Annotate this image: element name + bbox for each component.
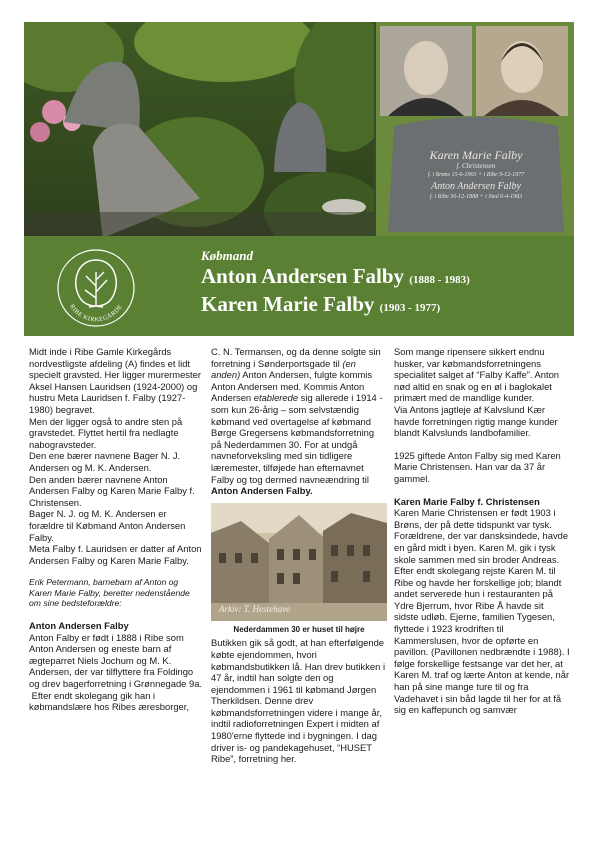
paragraph: Den ene bærer navnene Bager N. J. Andersen og M. K. Andersen. (29, 450, 181, 473)
text-run: C. N. Termansen, og da denne solgte sin forretning i Sønderportsgade til (211, 346, 381, 369)
street-illustration (211, 503, 387, 621)
name-anton: Anton Andersen Falby (201, 264, 405, 288)
paragraph: Efter endt skolegang gik han i købmandslære hos Ribes æresborger, (29, 689, 189, 713)
text-run: Anton Andersen, fulgte kommis Anton Andersen med. Kommis Anton Andersen (211, 369, 373, 404)
paragraph: Butikken gik så godt, at han efterfølgende købte ejendommen, hvori købmandsbutikken lå. Han drev butikken i 47 år, indtil han solgte den og ejendommen i 1961 til købmand Jørgen Therkildsen. Denne drev købmandsforretningen videre i mange år, indtil radioforretningen Expert i midten af 1980'erne flyttede ind i bygningen. I dag driver is- og pandekagehuset, “HUSET Ribe”, forretning her. (211, 637, 386, 765)
ribe-kirkegaarde-logo (56, 246, 136, 330)
paragraph: Anton Falby er født i 1888 i Ribe som Anton Andersen og eneste barn af ægteparret Niels Jochum og M. K. Andersen, der var tilflyttere fra Foldingo og drev bagerforretning i Grønnegade 9a. (29, 631, 203, 690)
headstone-inscription (398, 148, 554, 202)
section-heading-anton: Anton Andersen Falby (29, 620, 129, 632)
gravesite-photo (24, 22, 374, 236)
text-column-1 (29, 346, 203, 713)
portrait-illustration (376, 22, 574, 236)
name-karen: Karen Marie Falby (201, 292, 375, 316)
paragraph: Den anden bærer navnene Anton Andersen Falby og Karen Marie Falby f. Christensen. (29, 473, 195, 508)
paragraph: Men der ligger også to andre sten på gravstedet. Flyttet hertil fra nedlagte nabogravsteder. (29, 415, 183, 450)
paragraph: Midt inde i Ribe Gamle Kirkegårds nordvestligste afdeling (A) findes et lidt specielt gravsted. Her ligger murermester Aksel Hansen Lauridsen (1924-2000) og hustru Meta Lauridsen f. Falby (1927-1980) begravet. (29, 346, 201, 415)
name-line-anton (201, 264, 470, 289)
logo-text: RIBE KIRKEGÅRDE (68, 303, 124, 324)
portrait-and-headstone-photo (376, 22, 574, 236)
nederdammen-photo (211, 503, 387, 621)
headstone-line: f. i Ribe 30-12-1888 + i Sted 6-4-1983 (429, 194, 523, 200)
headstone-line: Karen Marie Falby (429, 148, 523, 162)
title-prefix: Købmand (201, 248, 254, 263)
name-line-karen (201, 292, 440, 317)
gravesite-illustration (24, 22, 374, 236)
header-photo-collage (24, 22, 574, 236)
headstone-line: Anton Andersen Falby (431, 181, 521, 192)
paragraph: Karen Marie Christensen er født 1903 i Brøns, der på dette tidspunkt var tysk. Forældrene, der var dansksindede, havde en gård midt i byen. Karen M. gik i tysk skole sammen med sin broder Andreas. Efter endt skolegang rejste Karen M. til Ribe og havde her forskellige job; blandt andet serverede hun i restauranten på Ydre Bjerrum, hvor Ribe Å havde sit sidste udløb. Ejerne, familien Tygesen, flyttede i 1923 krodriften til Kammerslusen, hvor de opførte en pavillon. (Pavillonen nedbrændte i 1988). I følge forskellige festsange var det her, at Karen M. traf og lærte Anton at kende, når han på sine mange ture til og fra Vadehavet i sin båd lagde til her for at få sig en kaffepunch og samvær (394, 507, 570, 716)
text-run-italic: (en anden) (211, 357, 356, 381)
paragraph: Som mange ripensere sikkert endnu husker, var købmandsforretningens specialitet salget af “Falby Kaffe”. Anton nød altid en snak og en øl i baglokalet primært med de mandlige kunder. (394, 346, 560, 404)
paragraph: Meta Falby f. Lauridsen er datter af Anton Andersen Falby og Karen Marie Falby. (29, 543, 202, 566)
intro-note: Erik Petermann, barnebarn af Anton og Karen Marie Falby, beretter nedenstående om sine bedsteforældre: (29, 577, 190, 609)
text-run-italic: etablerede (253, 392, 299, 404)
years-anton: (1888 - 1983) (409, 274, 470, 286)
years-karen: (1903 - 1977) (379, 302, 441, 314)
text-run: sig allerede i 1914 - som kun 26-årig – som selvstændig købmand ved overtagelse af købmand Børge Gregersens købmandsforretning på Nederdammen 30. For at undgå navneforveksling med sin tidligere læremester, tilføjede han efternavnet Falby og tog dermed navneændring til (211, 392, 383, 485)
text-column-3 (394, 346, 570, 716)
text-column-2 (211, 346, 387, 765)
photo-caption: Nederdammen 30 er huset til højre (233, 624, 365, 634)
paragraph: Via Antons jagtleje af Kalvslund Kær havde forretningen rigtig mange kunder blandt Kalvslunds landbofamilier. (394, 403, 558, 439)
paragraph: 1925 giftede Anton Falby sig med Karen Marie Christensen. Han var da 37 år gammel. (394, 449, 561, 484)
paragraph (211, 346, 387, 497)
tree-logo-icon (56, 246, 136, 330)
section-heading-karen: Karen Marie Falby f. Christensen (394, 495, 540, 507)
title-banner (24, 236, 574, 336)
text-run-bold: Anton Andersen Falby. (211, 485, 313, 497)
headstone-line: f. i Brøns 15-6-1903 + i Ribe 9-12-1977 (427, 172, 525, 178)
photo-archive-label: Arkiv: T. Hestehave (219, 604, 291, 615)
headstone-line: f. Christensen (456, 162, 496, 170)
paragraph: Bager N. J. og M. K. Andersen er forældre til Købmand Anton Andersen Falby. (29, 508, 186, 543)
